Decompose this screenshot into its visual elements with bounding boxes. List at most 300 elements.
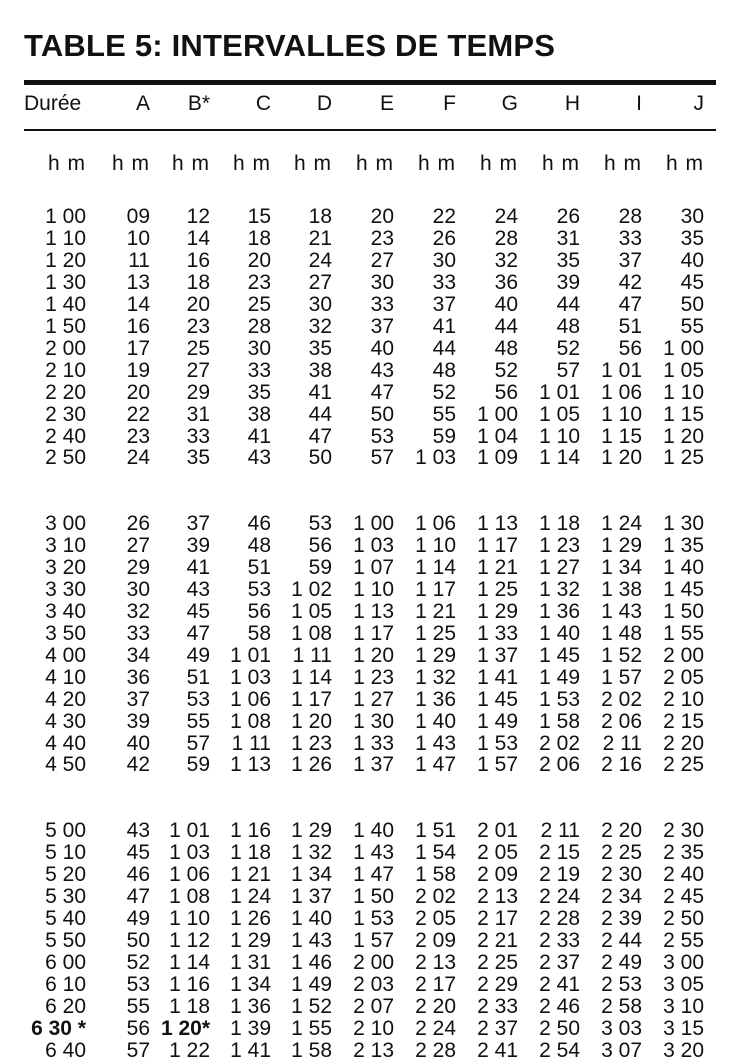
interval-cell: 55 — [126, 994, 150, 1018]
interval-cell: 15 — [247, 205, 271, 228]
interval-cell: 3 07 — [601, 1038, 642, 1062]
table-row — [24, 996, 716, 1018]
interval-cell: 1 33 — [477, 621, 518, 645]
interval-cell: 1 40 — [663, 555, 704, 579]
interval-cell: 1 11 — [292, 643, 332, 667]
interval-cell: 1 20 — [663, 424, 704, 448]
interval-cell: 1 01 — [539, 380, 580, 404]
table-row — [24, 294, 716, 316]
interval-cell: 1 14 — [169, 950, 210, 974]
duration-cell: 4 00 — [45, 643, 86, 667]
table-row — [24, 426, 716, 448]
interval-cell: 52 — [126, 950, 150, 974]
duration-cell: 3 10 — [45, 533, 86, 557]
interval-cell: 2 13 — [353, 1038, 394, 1062]
interval-cell: 1 07 — [353, 555, 394, 579]
header-duree: Durée — [24, 92, 82, 115]
interval-cell: 1 00 — [663, 336, 704, 360]
duration-cell: 2 40 — [45, 424, 86, 448]
duration-cell: 1 20 — [45, 248, 86, 272]
interval-cell: 1 36 — [539, 599, 580, 623]
interval-cell: 30 — [247, 336, 271, 360]
interval-cell: 1 52 — [601, 643, 642, 667]
interval-cell: 35 — [247, 380, 271, 404]
interval-cell: 36 — [126, 665, 150, 689]
interval-cell: 2 25 — [601, 841, 642, 864]
interval-cell: 1 40 — [539, 621, 580, 645]
interval-cell: 2 15 — [539, 841, 580, 864]
interval-cell: 32 — [308, 314, 332, 338]
interval-cell: 1 18 — [539, 512, 580, 535]
interval-cell: 2 11 — [602, 731, 642, 755]
interval-cell: 52 — [556, 336, 580, 360]
table-row — [24, 250, 716, 272]
interval-cell: 2 30 — [601, 862, 642, 886]
interval-cell: 49 — [126, 906, 150, 930]
interval-cell: 41 — [308, 380, 332, 404]
interval-cell: 20 — [247, 248, 271, 272]
interval-cell: 2 19 — [539, 862, 580, 886]
interval-cell: 2 29 — [477, 972, 518, 996]
interval-cell: 1 47 — [415, 753, 456, 777]
interval-cell: 2 25 — [663, 753, 704, 777]
interval-cell: 1 27 — [539, 555, 580, 579]
interval-cell: 1 41 — [230, 1038, 271, 1062]
interval-cell: 33 — [247, 358, 271, 382]
duration-cell: 3 40 — [45, 599, 86, 623]
interval-cell: 27 — [308, 270, 332, 294]
interval-cell: 1 25 — [663, 446, 704, 470]
interval-cell: 1 24 — [601, 512, 642, 535]
interval-cell: 25 — [247, 292, 271, 316]
interval-cell: 3 00 — [663, 950, 704, 974]
interval-cell: 2 20 — [415, 994, 456, 1018]
interval-cell: 36 — [494, 270, 518, 294]
interval-cell: 16 — [186, 248, 210, 272]
interval-cell: 2 28 — [415, 1038, 456, 1062]
interval-cell: 1 05 — [663, 358, 704, 382]
interval-cell: 1 58 — [415, 862, 456, 886]
interval-cell: 42 — [126, 753, 150, 777]
interval-cell: 1 53 — [477, 731, 518, 755]
interval-cell: 2 33 — [539, 928, 580, 952]
interval-cell: 2 40 — [663, 862, 704, 886]
interval-cell: 1 37 — [477, 643, 518, 667]
interval-cell: 1 18 — [169, 994, 210, 1018]
table-row — [24, 316, 716, 338]
table-row — [24, 623, 716, 645]
interval-cell: 2 06 — [601, 709, 642, 733]
interval-cell: 1 05 — [539, 402, 580, 426]
interval-cell: 09 — [126, 205, 150, 228]
interval-cell: 1 36 — [415, 687, 456, 711]
interval-cell: 1 10 — [539, 424, 580, 448]
interval-cell: 1 49 — [477, 709, 518, 733]
interval-cell: 30 — [432, 248, 456, 272]
interval-cell: 39 — [126, 709, 150, 733]
interval-cell: 1 40 — [415, 709, 456, 733]
interval-cell: 30 — [680, 205, 704, 228]
interval-cell: 12 — [186, 205, 210, 228]
interval-cell: 43 — [247, 446, 271, 470]
interval-cell: 53 — [126, 972, 150, 996]
interval-cell: 1 38 — [601, 577, 642, 601]
interval-cell: 1 57 — [477, 753, 518, 777]
table-row — [24, 754, 716, 776]
interval-cell: 47 — [308, 424, 332, 448]
table-row — [24, 842, 716, 864]
interval-cell: 1 15 — [601, 424, 642, 448]
interval-cell: 21 — [308, 226, 332, 250]
interval-cell: 1 58 — [291, 1038, 332, 1062]
interval-cell: 57 — [126, 1038, 150, 1062]
interval-cell: 2 15 — [663, 709, 704, 733]
interval-cell: 55 — [432, 402, 456, 426]
interval-cell: 1 50 — [663, 599, 704, 623]
interval-cell: 55 — [186, 709, 210, 733]
interval-cell: 1 10 — [169, 906, 210, 930]
unit-cell: h m — [293, 152, 332, 175]
interval-cell: 1 30 — [353, 709, 394, 733]
interval-cell: 1 08 — [169, 884, 210, 908]
unit-cell: h m — [232, 152, 271, 175]
duration-cell: 1 30 — [45, 270, 86, 294]
table-row — [24, 579, 716, 601]
interval-cell: 2 24 — [539, 884, 580, 908]
interval-cell: 57 — [370, 446, 394, 470]
interval-cell: 20 — [126, 380, 150, 404]
interval-cell: 1 02 — [291, 577, 332, 601]
interval-cell: 37 — [186, 512, 210, 535]
interval-cell: 1 35 — [663, 533, 704, 557]
interval-cell: 1 26 — [291, 753, 332, 777]
interval-cell: 2 10 — [353, 1016, 394, 1040]
interval-cell: 2 55 — [663, 928, 704, 952]
interval-cell: 2 33 — [477, 994, 518, 1018]
interval-cell: 2 13 — [477, 884, 518, 908]
interval-cell: 51 — [186, 665, 210, 689]
interval-cell: 2 28 — [539, 906, 580, 930]
interval-cell: 1 31 — [230, 950, 271, 974]
interval-cell: 1 13 — [477, 512, 518, 535]
unit-cell: h m — [355, 152, 394, 175]
title-rule — [24, 80, 716, 85]
duration-cell: 5 00 — [45, 819, 86, 842]
duration-cell: 3 30 — [45, 577, 86, 601]
interval-cell: 33 — [126, 621, 150, 645]
header-j: J — [693, 92, 704, 115]
interval-cell: 30 — [308, 292, 332, 316]
interval-cell: 56 — [494, 380, 518, 404]
interval-cell: 34 — [126, 643, 150, 667]
interval-cell: 27 — [126, 533, 150, 557]
interval-cell: 1 26 — [230, 906, 271, 930]
interval-cell: 2 37 — [539, 950, 580, 974]
interval-cell: 1 45 — [477, 687, 518, 711]
interval-cell: 2 06 — [539, 753, 580, 777]
interval-cell: 44 — [556, 292, 580, 316]
interval-cell: 1 40 — [291, 906, 332, 930]
interval-cell: 1 01 — [601, 358, 642, 382]
interval-cell: 19 — [126, 358, 150, 382]
duration-cell: 6 30 * — [31, 1016, 86, 1040]
table-row — [24, 645, 716, 667]
interval-cell: 1 17 — [477, 533, 518, 557]
interval-cell: 31 — [186, 402, 210, 426]
unit-cell: h m — [171, 152, 210, 175]
interval-cell: 1 06 — [230, 687, 271, 711]
interval-cell: 1 34 — [601, 555, 642, 579]
interval-cell: 52 — [494, 358, 518, 382]
interval-cell: 2 41 — [477, 1038, 518, 1062]
interval-cell: 14 — [186, 226, 210, 250]
interval-cell: 14 — [126, 292, 150, 316]
table-row — [24, 601, 716, 623]
interval-cell: 1 08 — [291, 621, 332, 645]
interval-cell: 2 03 — [353, 972, 394, 996]
interval-cell: 2 00 — [353, 950, 394, 974]
interval-cell: 1 43 — [291, 928, 332, 952]
header-f: F — [443, 92, 456, 115]
table-row — [24, 447, 716, 469]
interval-cell: 37 — [432, 292, 456, 316]
header-c: C — [255, 92, 271, 115]
header-rule — [24, 129, 716, 131]
interval-cell: 32 — [126, 599, 150, 623]
interval-cell: 1 53 — [353, 906, 394, 930]
table-row — [24, 908, 716, 930]
interval-cell: 1 03 — [169, 841, 210, 864]
interval-cell: 1 43 — [415, 731, 456, 755]
interval-cell: 53 — [308, 512, 332, 535]
interval-cell: 1 37 — [353, 753, 394, 777]
interval-cell: 1 41 — [477, 665, 518, 689]
interval-cell: 22 — [126, 402, 150, 426]
interval-cell: 1 20 — [601, 446, 642, 470]
header-d: D — [316, 92, 332, 115]
interval-cell: 43 — [370, 358, 394, 382]
interval-cell: 59 — [186, 753, 210, 777]
interval-cell: 50 — [370, 402, 394, 426]
interval-cell: 41 — [247, 424, 271, 448]
table-row — [24, 404, 716, 426]
interval-cell: 53 — [370, 424, 394, 448]
interval-cell: 18 — [247, 226, 271, 250]
unit-cell: h m — [417, 152, 456, 175]
table-row — [24, 228, 716, 250]
interval-cell: 1 43 — [353, 841, 394, 864]
table-row — [24, 952, 716, 974]
interval-cell: 40 — [494, 292, 518, 316]
interval-cell: 2 17 — [415, 972, 456, 996]
interval-cell: 41 — [186, 555, 210, 579]
interval-cell: 33 — [618, 226, 642, 250]
interval-cell: 48 — [247, 533, 271, 557]
interval-cell: 2 17 — [477, 906, 518, 930]
table-title: TABLE 5: INTERVALLES DE TEMPS — [24, 28, 556, 63]
interval-cell: 2 58 — [601, 994, 642, 1018]
interval-cell: 35 — [680, 226, 704, 250]
interval-cell: 39 — [556, 270, 580, 294]
interval-cell: 2 35 — [663, 841, 704, 864]
interval-cell: 1 13 — [353, 599, 394, 623]
interval-cell: 35 — [308, 336, 332, 360]
interval-cell: 1 23 — [539, 533, 580, 557]
interval-cell: 1 17 — [353, 621, 394, 645]
interval-cell: 44 — [494, 314, 518, 338]
duration-cell: 3 20 — [45, 555, 86, 579]
interval-cell: 3 20 — [663, 1038, 704, 1062]
interval-cell: 41 — [432, 314, 456, 338]
interval-cell: 1 17 — [291, 687, 332, 711]
interval-cell: 58 — [247, 621, 271, 645]
interval-cell: 2 02 — [601, 687, 642, 711]
interval-cell: 1 47 — [353, 862, 394, 886]
unit-cell: h m — [479, 152, 518, 175]
interval-cell: 29 — [186, 380, 210, 404]
interval-cell: 45 — [126, 841, 150, 864]
interval-cell: 35 — [556, 248, 580, 272]
interval-cell: 1 29 — [230, 928, 271, 952]
interval-cell: 1 09 — [477, 446, 518, 470]
interval-cell: 24 — [126, 446, 150, 470]
interval-cell: 2 05 — [415, 906, 456, 930]
interval-cell: 20 — [370, 205, 394, 228]
units-row — [24, 153, 716, 175]
interval-cell: 1 06 — [415, 512, 456, 535]
interval-cell: 1 58 — [539, 709, 580, 733]
interval-cell: 1 10 — [353, 577, 394, 601]
interval-cell: 1 30 — [663, 512, 704, 535]
interval-cell: 27 — [186, 358, 210, 382]
interval-cell: 46 — [126, 862, 150, 886]
interval-cell: 1 20 — [353, 643, 394, 667]
interval-cell: 51 — [618, 314, 642, 338]
interval-cell: 1 23 — [291, 731, 332, 755]
interval-cell: 29 — [126, 555, 150, 579]
interval-cell: 13 — [126, 270, 150, 294]
interval-cell: 1 14 — [539, 446, 580, 470]
interval-cell: 1 14 — [415, 555, 456, 579]
interval-cell: 1 52 — [291, 994, 332, 1018]
interval-cell: 2 46 — [539, 994, 580, 1018]
interval-cell: 44 — [432, 336, 456, 360]
interval-cell: 1 20* — [160, 1016, 210, 1040]
interval-cell: 1 43 — [601, 599, 642, 623]
interval-cell: 43 — [186, 577, 210, 601]
table-row — [24, 930, 716, 952]
interval-cell: 2 54 — [539, 1038, 580, 1062]
interval-cell: 38 — [247, 402, 271, 426]
interval-cell: 1 54 — [415, 841, 456, 864]
interval-cell: 1 06 — [169, 862, 210, 886]
interval-cell: 1 36 — [230, 994, 271, 1018]
table-row — [24, 974, 716, 996]
interval-cell: 10 — [126, 226, 150, 250]
interval-cell: 2 21 — [477, 928, 518, 952]
interval-cell: 44 — [308, 402, 332, 426]
interval-cell: 47 — [126, 884, 150, 908]
interval-cell: 1 22 — [169, 1038, 210, 1062]
interval-cell: 1 46 — [291, 950, 332, 974]
interval-cell: 42 — [618, 270, 642, 294]
interval-cell: 57 — [556, 358, 580, 382]
table-row — [24, 272, 716, 294]
interval-cell: 1 21 — [230, 862, 271, 886]
interval-cell: 17 — [126, 336, 150, 360]
unit-cell: h m — [603, 152, 642, 175]
interval-cell: 25 — [186, 336, 210, 360]
interval-cell: 1 21 — [477, 555, 518, 579]
interval-cell: 28 — [618, 205, 642, 228]
interval-cell: 1 37 — [291, 884, 332, 908]
duration-cell: 2 20 — [45, 380, 86, 404]
table-row — [24, 711, 716, 733]
table-row — [24, 535, 716, 557]
interval-cell: 23 — [370, 226, 394, 250]
interval-cell: 1 11 — [231, 731, 271, 755]
interval-cell: 20 — [186, 292, 210, 316]
duration-cell: 1 50 — [45, 314, 86, 338]
interval-cell: 1 55 — [663, 621, 704, 645]
interval-cell: 43 — [126, 819, 150, 842]
interval-cell: 1 49 — [291, 972, 332, 996]
interval-cell: 16 — [126, 314, 150, 338]
interval-cell: 1 03 — [415, 446, 456, 470]
interval-cell: 1 55 — [291, 1016, 332, 1040]
header-g: G — [501, 92, 518, 115]
interval-cell: 39 — [186, 533, 210, 557]
interval-cell: 2 09 — [415, 928, 456, 952]
interval-cell: 3 05 — [663, 972, 704, 996]
interval-cell: 2 05 — [663, 665, 704, 689]
interval-cell: 1 34 — [230, 972, 271, 996]
interval-cell: 56 — [618, 336, 642, 360]
interval-cell: 18 — [186, 270, 210, 294]
interval-cell: 59 — [308, 555, 332, 579]
interval-cell: 1 48 — [601, 621, 642, 645]
header-a: A — [135, 92, 150, 115]
interval-cell: 1 23 — [353, 665, 394, 689]
interval-cell: 1 24 — [230, 884, 271, 908]
interval-cell: 50 — [126, 928, 150, 952]
interval-cell: 2 09 — [477, 862, 518, 886]
interval-cell: 2 02 — [539, 731, 580, 755]
interval-cell: 1 10 — [601, 402, 642, 426]
duration-cell: 5 10 — [45, 841, 86, 864]
duration-cell: 5 50 — [45, 928, 86, 952]
interval-cell: 23 — [186, 314, 210, 338]
interval-cell: 52 — [432, 380, 456, 404]
interval-cell: 1 01 — [169, 819, 210, 842]
duration-cell: 5 20 — [45, 862, 86, 886]
interval-cell: 1 00 — [353, 512, 394, 535]
interval-cell: 2 34 — [601, 884, 642, 908]
interval-cell: 1 53 — [539, 687, 580, 711]
interval-cell: 56 — [308, 533, 332, 557]
duration-cell: 3 50 — [45, 621, 86, 645]
interval-cell: 47 — [370, 380, 394, 404]
interval-cell: 2 01 — [477, 819, 518, 842]
interval-cell: 48 — [556, 314, 580, 338]
interval-cell: 49 — [186, 643, 210, 667]
interval-cell: 2 30 — [663, 819, 704, 842]
interval-cell: 24 — [494, 205, 518, 228]
interval-cell: 28 — [247, 314, 271, 338]
duration-cell: 4 50 — [45, 753, 86, 777]
interval-cell: 1 10 — [663, 380, 704, 404]
interval-cell: 45 — [680, 270, 704, 294]
